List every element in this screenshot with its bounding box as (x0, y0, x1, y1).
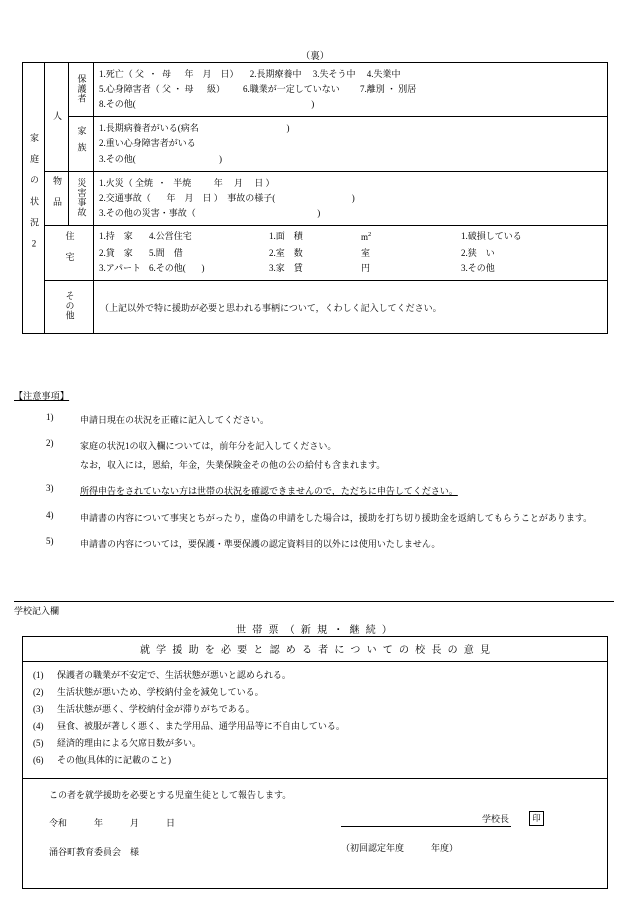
household-slip-header: 世帯票（新規・継続） (236, 625, 399, 636)
opinion-header: 就学援助を必要と認める者についての校長の意見 (23, 637, 607, 662)
group-label-person: 人 (45, 63, 69, 172)
option-line: 3.その他( ) (99, 153, 222, 164)
notice-number: 4) (46, 509, 54, 520)
opinion-text: 生活状態が悪いため、学校納付金を減免している。 (57, 687, 264, 698)
opinion-text: 保護者の職業が不安定で、生活状態が悪いと認められる。 (57, 670, 291, 680)
opinion-list (23, 662, 607, 779)
cell-disaster-conditions (94, 171, 608, 225)
notice-body: 申請書の内容については，要保護・準要保護の認定資料目的以外には使用いたしません。 (80, 538, 441, 549)
notice-body (80, 438, 614, 474)
cell-other-freeform[interactable] (94, 281, 608, 334)
opinion-number: (4) (33, 721, 44, 732)
opinion-number: (2) (33, 687, 44, 698)
housing-type: 2.貸 家 (99, 247, 133, 258)
list-item[interactable] (23, 667, 607, 684)
report-area (23, 779, 607, 888)
principal-signature-block (341, 812, 591, 853)
housing-condition: 2.狭 い (461, 247, 495, 258)
housing-type: 5.間 借 (149, 247, 183, 258)
table-row (23, 171, 608, 225)
list-item (14, 412, 614, 429)
list-item (14, 536, 614, 553)
list-item (14, 510, 614, 527)
opinion-text: 昼食、被服が著しく悪く、また学用品、通学用品等に不自由している。 (57, 721, 345, 732)
notice-list (14, 412, 614, 553)
group-label-other: その他 (45, 281, 94, 334)
notice-number: 3) (46, 483, 54, 494)
option-line: 2.交通事故（ 年 月 日 ） 事故の様子( ) (99, 192, 355, 203)
housing-metric: 3.家 賃 (269, 263, 303, 274)
notice-block (14, 389, 614, 552)
sublabel-guardian: 保護者 (69, 63, 94, 117)
report-addressee: 涌谷町教育委員会 様 (49, 846, 140, 857)
option-line: 8.その他( ) (99, 99, 315, 110)
notice-title: 【注意事項】 (14, 391, 70, 401)
housing-type: 6.その他( ) (149, 263, 205, 274)
table-row (23, 225, 608, 280)
option-line: 2.重い心身障害者がいる (99, 138, 196, 149)
group-label-housing: 住宅 (45, 225, 94, 280)
list-item[interactable] (23, 701, 607, 718)
principal-opinion-table (22, 636, 608, 889)
list-item[interactable] (23, 735, 607, 752)
opinion-text: 生活状態が悪く、学校納付金が滞りがちである。 (57, 704, 255, 715)
opinion-text: その他(具体的に記載のこと) (57, 755, 171, 766)
opinion-number: (6) (33, 755, 44, 766)
opinion-number: (1) (33, 670, 44, 680)
table-row (23, 117, 608, 171)
option-line: 3.その他の災害・事故（ ) (99, 207, 321, 218)
group-label-property: 物品 (45, 171, 69, 225)
first-certification-year[interactable]: （初回認定年度 年度） (341, 842, 459, 853)
notice-number: 2) (46, 437, 54, 448)
housing-type: 4.公営住宅 (149, 230, 192, 241)
list-item (14, 483, 614, 500)
housing-unit: $m^2$ (361, 230, 372, 242)
back-side-marker: （裏） (300, 52, 330, 62)
housing-grid (94, 226, 607, 280)
school-entry-label: 学校記入欄 (14, 606, 60, 616)
housing-unit: 円 (361, 263, 371, 274)
opinion-number: (5) (33, 738, 44, 749)
housing-unit: 室 (361, 247, 371, 258)
notice-body-underlined: 所得申告をされていない方は世帯の状況を確認できませんので，ただちに申告してください。 (80, 486, 458, 497)
seal-icon: 印 (529, 811, 544, 826)
other-instruction: （上記以外で特に援助が必要と思われる事柄について，くわしく記入してください。 (100, 303, 442, 314)
list-item[interactable] (23, 752, 607, 769)
housing-condition: 1.破損している (461, 230, 522, 241)
option-line: 1.火災（ 全焼 ・ 半焼 年 月 日 ） (99, 177, 275, 188)
housing-row (94, 226, 607, 246)
report-date-line[interactable]: 令和 年 月 日 (49, 817, 176, 828)
option-line: 1.死亡（ 父 ・ 母 年 月 日） 2.長期療養中 3.失そう中 4.失業中 (99, 69, 401, 79)
housing-row (94, 261, 607, 280)
opinion-number: (3) (33, 704, 44, 715)
housing-metric: 2.室 数 (269, 247, 303, 258)
housing-row (94, 246, 607, 262)
outer-label-household-status: 家庭の状況2 (23, 63, 45, 334)
principal-label: 学校長 (481, 813, 509, 824)
notice-number: 5) (46, 535, 54, 546)
list-item[interactable] (23, 684, 607, 701)
table-row (23, 63, 608, 117)
housing-type: 3.アパート (99, 263, 142, 274)
table-row (23, 281, 608, 334)
option-line: 5.心身障害者（ 父 ・ 母 級） 6.職業が一定していない 7.離別 ・ 別居 (99, 84, 417, 95)
notice-body (80, 483, 614, 500)
list-item (14, 438, 614, 474)
notice-body-main: 家庭の状況1の収入欄については，前年分を記入してください。 (80, 440, 337, 451)
household-status-table (22, 62, 608, 334)
option-line: 1.長期病養者がいる(病名 ) (99, 123, 290, 134)
cell-guardian-conditions (94, 63, 608, 117)
sublabel-disaster-accident: 災害事故 (69, 171, 94, 225)
notice-number: 1) (46, 411, 54, 422)
housing-metric: 1.面 積 (269, 230, 303, 241)
sublabel-family: 家族 (69, 117, 94, 171)
principal-name-line[interactable] (341, 812, 511, 827)
notice-body-sub: なお，収入には，恩給，年金，失業保険金その他の公の給付も含まれます。 (80, 460, 386, 471)
housing-condition: 3.その他 (461, 263, 495, 274)
housing-type: 1.持 家 (99, 230, 133, 241)
list-item[interactable] (23, 718, 607, 735)
notice-body: 申請書の内容について事実とちがったり，虚偽の申請をした場合は，援助を打ち切り援助金を返納してもらうことがあります。 (80, 512, 593, 523)
cell-housing-conditions (94, 225, 608, 280)
cell-family-conditions (94, 117, 608, 171)
notice-body: 申請日現在の状況を正確に記入してください。 (80, 414, 270, 425)
opinion-text: 経済的理由による欠席日数が多い。 (57, 738, 202, 749)
report-statement: この者を就学援助を必要とする児童生徒として報告します。 (49, 789, 292, 800)
section-divider (14, 601, 614, 602)
